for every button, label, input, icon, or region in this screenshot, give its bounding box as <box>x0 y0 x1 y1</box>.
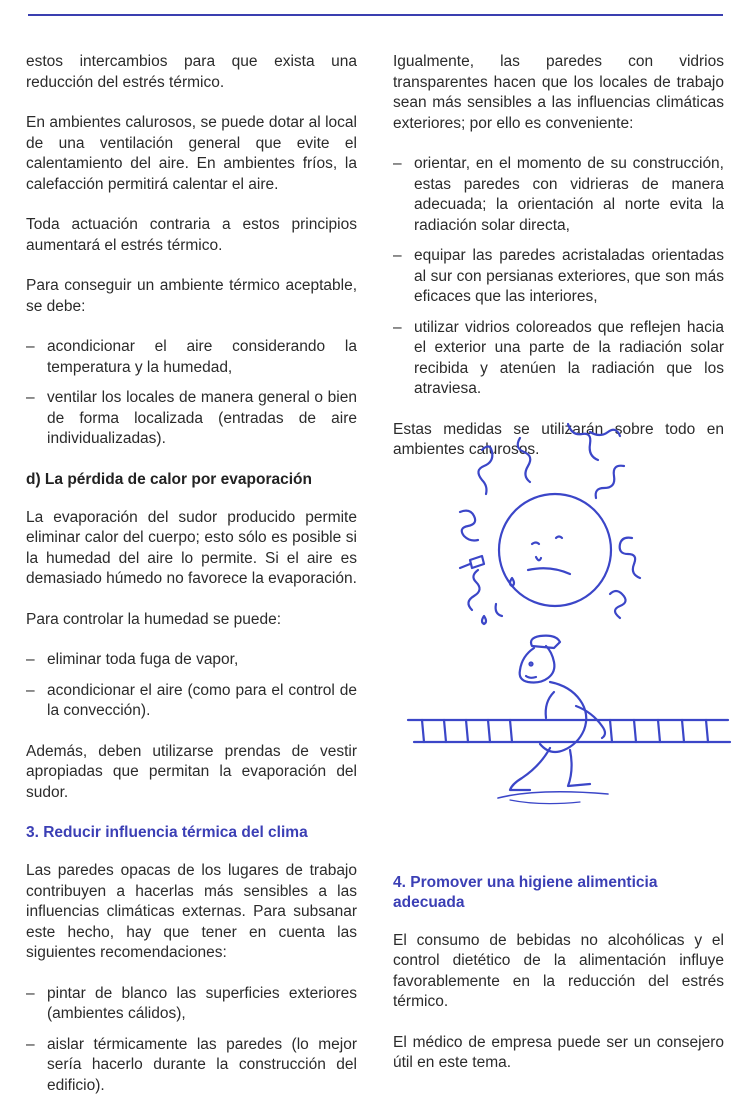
list-item-text: utilizar vidrios coloreados que reflejen hacia el exterior una parte de la radiación solar recibida y atenúen la radiación que los atraviesa. <box>414 318 724 397</box>
paragraph: Estas medidas se utilizarán sobre todo en ambientes calurosos. <box>393 420 724 458</box>
left-column <box>26 52 357 1106</box>
paragraph: Para controlar la humedad se puede: <box>26 610 282 628</box>
list-item <box>393 318 724 400</box>
dash-bullet: – <box>26 1035 35 1053</box>
dash-bullet: – <box>393 155 402 172</box>
paragraph: estos intercambios para que exista una reducción del estrés térmico. <box>26 53 357 91</box>
list-item <box>26 984 357 1025</box>
dash-bullet: – <box>26 389 35 406</box>
sun-worker-illustration <box>400 420 732 830</box>
section-heading-4: 4. Promover una higiene alimenticia adecuada <box>393 873 658 911</box>
dash-bullet: – <box>26 651 35 668</box>
paragraph: El consumo de bebidas no alcohólicas y el control dietético de la alimentación influye favorablemente en la reducción del estrés térmico. <box>393 931 724 1010</box>
list-item <box>393 246 724 308</box>
dash-bullet: – <box>26 338 35 355</box>
list-item <box>26 337 357 378</box>
paragraph: Además, deben utilizarse prendas de vestir apropiadas que permitan la evaporación del sudor. <box>26 742 357 801</box>
section-heading-3: 3. Reducir influencia térmica del clima <box>26 824 308 841</box>
list-item <box>26 388 357 450</box>
ladder-icon <box>408 720 730 742</box>
dash-bullet: – <box>26 681 35 699</box>
sun-icon <box>460 424 640 624</box>
section-heading-d: d) La pérdida de calor por evaporación <box>26 470 312 488</box>
list-item-text: aislar térmicamente las paredes (lo mejor sería hacerlo durante la construcción del edificio). <box>47 1035 357 1094</box>
paragraph: En ambientes calurosos, se puede dotar al local de una ventilación general que evite el calentamiento del aire. En ambientes fríos, la calefacción permitirá calentar el aire. <box>26 114 357 193</box>
paragraph: Para conseguir un ambiente térmico aceptable, se debe: <box>26 277 357 315</box>
list-item-text: orientar, en el momento de su construcción, estas paredes con vidrieras de manera adecuada; la orientación al norte evita la radiación solar directa, <box>414 155 724 234</box>
list-item-text: eliminar toda fuga de vapor, <box>47 651 239 668</box>
header-rule <box>28 14 723 16</box>
list-item <box>26 650 357 671</box>
list-item-text: equipar las paredes acristaladas orientadas al sur con persianas exteriores, que son más eficaces que las interiores, <box>414 247 724 305</box>
list-item <box>26 1035 357 1097</box>
list-item-text: acondicionar el aire considerando la temperatura y la humedad, <box>47 338 357 376</box>
list-item <box>393 154 724 236</box>
paragraph: La evaporación del sudor producido permite eliminar calor del cuerpo; esto sólo es posible si la humedad del aire lo permite. Si el aire es demasiado húmedo no favorece la evaporación. <box>26 508 357 587</box>
list-item-text: ventilar los locales de manera general o bien de forma localizada (entradas de aire individualizadas). <box>47 389 357 447</box>
list-item-text: acondicionar el aire (como para el control de la convección). <box>47 681 357 719</box>
paragraph: Las paredes opacas de los lugares de trabajo contribuyen a hacerlas más sensibles a las influencias climáticas externas. Para subsanar este hecho, hay que tener en cuenta las siguientes recomendaciones: <box>26 862 357 961</box>
dash-bullet: – <box>26 984 35 1002</box>
list-item-text: pintar de blanco las superficies exteriores (ambientes cálidos), <box>47 984 357 1022</box>
dash-bullet: – <box>393 247 402 264</box>
paragraph: Igualmente, las paredes con vidrios transparentes hacen que los locales de trabajo sean más sensibles a las influencias climáticas exteriores; por ello es conveniente: <box>393 53 724 132</box>
paragraph: Toda actuación contraria a estos principios aumentará el estrés térmico. <box>26 216 357 254</box>
paragraph: El médico de empresa puede ser un consejero útil en este tema. <box>393 1033 724 1071</box>
list-item <box>26 681 357 722</box>
dash-bullet: – <box>393 318 402 336</box>
